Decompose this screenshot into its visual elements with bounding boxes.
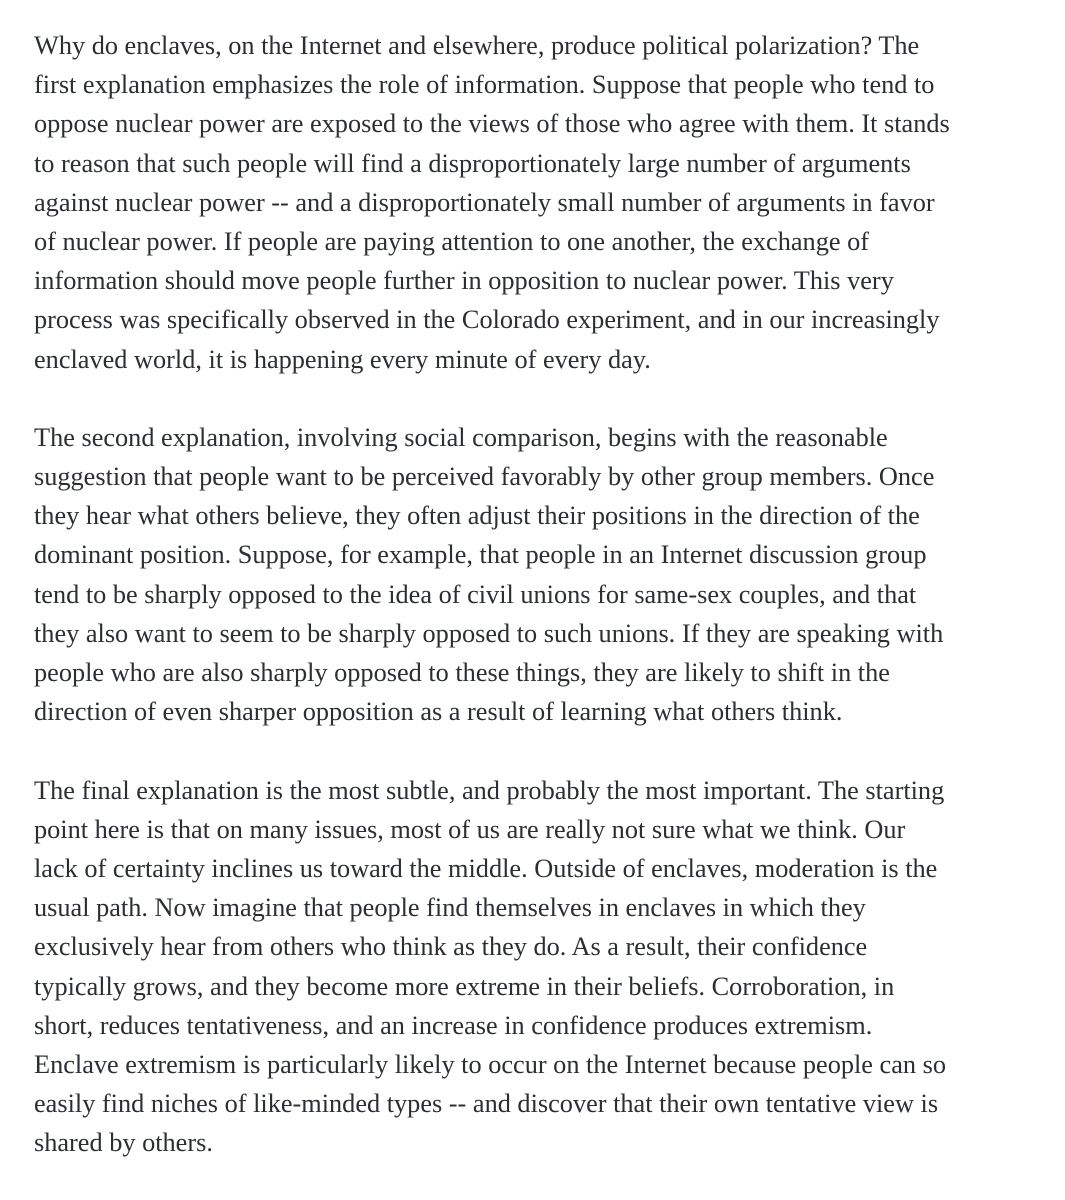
paragraph-line: lack of certainty inclines us toward the middle. Outside of enclaves, moderation is the (34, 853, 938, 883)
paragraph-line: typically grows, and they become more extreme in their beliefs. Corroboration, in (34, 971, 895, 1001)
paragraph-line: shared by others. (34, 1128, 213, 1158)
paragraph-line: exclusively hear from others who think as they do. As a result, their confidence (34, 932, 868, 962)
paragraph-line: they also want to seem to be sharply opposed to such unions. If they are speaking with (34, 618, 944, 648)
paragraph-line: information should move people further in opposition to nuclear power. This very (34, 266, 894, 296)
paragraph-line: point here is that on many issues, most of us are really not sure what we think. Our (34, 814, 906, 844)
paragraph-line: direction of even sharper opposition as a result of learning what others think. (34, 697, 843, 727)
paragraph-line: process was specifically observed in the Colorado experiment, and in our increasingly (34, 305, 940, 335)
paragraph-line: of nuclear power. If people are paying attention to one another, the exchange of (34, 226, 869, 256)
paragraph-line: short, reduces tentativeness, and an increase in confidence produces extremism. (34, 1010, 873, 1040)
paragraph-2 (34, 418, 1039, 732)
paragraph-line: suggestion that people want to be perceived favorably by other group members. Once (34, 462, 935, 492)
paragraph-line: usual path. Now imagine that people find themselves in enclaves in which they (34, 893, 866, 923)
paragraph-line: first explanation emphasizes the role of information. Suppose that people who tend to (34, 70, 935, 100)
paragraph-line: Enclave extremism is particularly likely to occur on the Internet because people can so (34, 1049, 947, 1079)
paragraph-line: people who are also sharply opposed to these things, they are likely to shift in the (34, 658, 890, 687)
paragraph-line: dominant position. Suppose, for example, that people in an Internet discussion group (34, 540, 927, 570)
document-page (34, 26, 1039, 1162)
paragraph-line: against nuclear power -- and a disproportionately small number of arguments in favor (34, 187, 935, 217)
paragraph-3 (34, 771, 1039, 1163)
paragraph-line: enclaved world, it is happening every minute of every day. (34, 344, 651, 374)
paragraph-line: The second explanation, involving social comparison, begins with the reasonable (34, 422, 888, 452)
paragraph-1 (34, 26, 1039, 379)
paragraph-line: easily find niches of like-minded types -- and discover that their own tentative view is (34, 1089, 939, 1119)
paragraph-line: tend to be sharply opposed to the idea of civil unions for same-sex couples, and that (34, 579, 917, 609)
paragraph-line: to reason that such people will find a disproportionately large number of arguments (34, 148, 911, 178)
paragraph-line: they hear what others believe, they often adjust their positions in the direction of the (34, 501, 920, 531)
paragraph-line: Why do enclaves, on the Internet and elsewhere, produce political polarization? The (34, 31, 920, 60)
paragraph-line: oppose nuclear power are exposed to the views of those who agree with them. It stands (34, 109, 950, 139)
paragraph-line: The final explanation is the most subtle, and probably the most important. The starting (34, 775, 945, 805)
